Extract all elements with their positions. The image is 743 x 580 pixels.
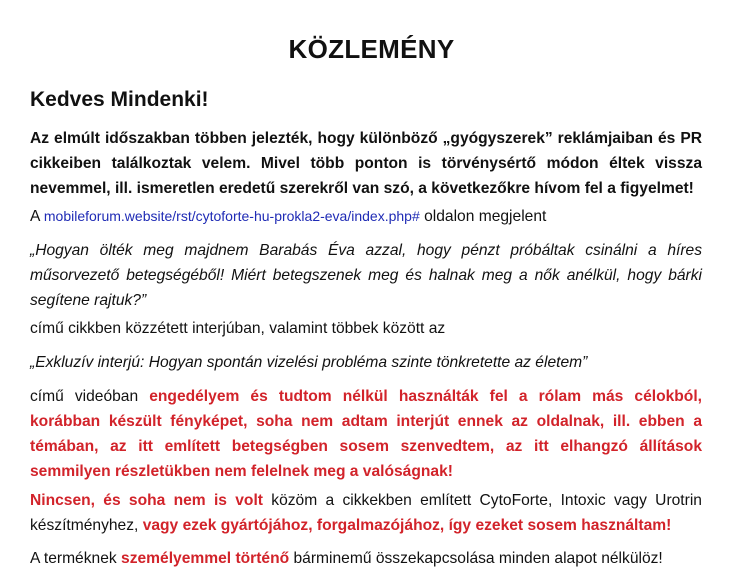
interview-line: című cikkben közzétett interjúban, valamint többek között az (30, 320, 446, 337)
intro-paragraph: Az elmúlt időszakban többen jelezték, hogy különböző „gyógyszerek” reklámjaiban és PR cikkeiben találkoztak velem. Mivel több ponton is törvénysértő módon éltek vissza nevemmel, ill. ismeretlen eredetű szerekről van szó, a következőkre hívom fel a figyelmet! (30, 130, 702, 197)
relation-red-1: Nincsen, és soha nem is volt (30, 492, 263, 509)
relation-middle: közöm a cikkekben említett CytoForte, Intoxic vagy Urotrin készítményhez, (30, 492, 702, 534)
video-prefix: című videóban (30, 388, 139, 405)
closing-prefix: A terméknek (30, 550, 117, 567)
greeting-heading: Kedves Mindenki! (30, 88, 209, 111)
closing-red: személyemmel történő (121, 550, 290, 567)
relation-red-2: vagy ezek gyártójához, forgalmazójához, így ezeket sosem használtam! (142, 517, 672, 534)
video-red-statement: engedélyem és tudtom nélkül használták fel a rólam más célokból, korábban készült fényképet, soha nem adtam interjút ennek az oldalnak, ill. ebben a témában, az itt említett betegségben sosem szenvedtem, az itt elhangzó állítások semmilyen részletükben nem felelnek meg a valóságnak! (30, 388, 702, 480)
page-title: KÖZLEMÉNY (288, 34, 455, 64)
article-title-quote: „Hogyan ölték meg majdnem Barabás Éva azzal, hogy pénzt próbáltak csinálni a híres műsorvezető betegségéből! Miért betegszenek meg és halnak meg a nők anélkül, hogy bárki segítene rajtuk?” (30, 242, 702, 309)
video-paragraph (30, 384, 702, 484)
source-prefix: A (30, 208, 40, 225)
closing-paragraph (30, 546, 702, 571)
closing-suffix: bárminemű összekapcsolása minden alapot nélkülöz! (293, 550, 663, 567)
source-line (30, 204, 702, 229)
relation-paragraph (30, 488, 702, 538)
video-title-quote: „Exkluzív interjú: Hogyan spontán vizelési probléma szinte tönkretette az életem” (30, 354, 588, 371)
source-url-link[interactable]: mobileforum.website/rst/cytoforte-hu-prokla2-eva/index.php# (43, 208, 420, 224)
source-suffix: oldalon megjelent (424, 208, 547, 225)
